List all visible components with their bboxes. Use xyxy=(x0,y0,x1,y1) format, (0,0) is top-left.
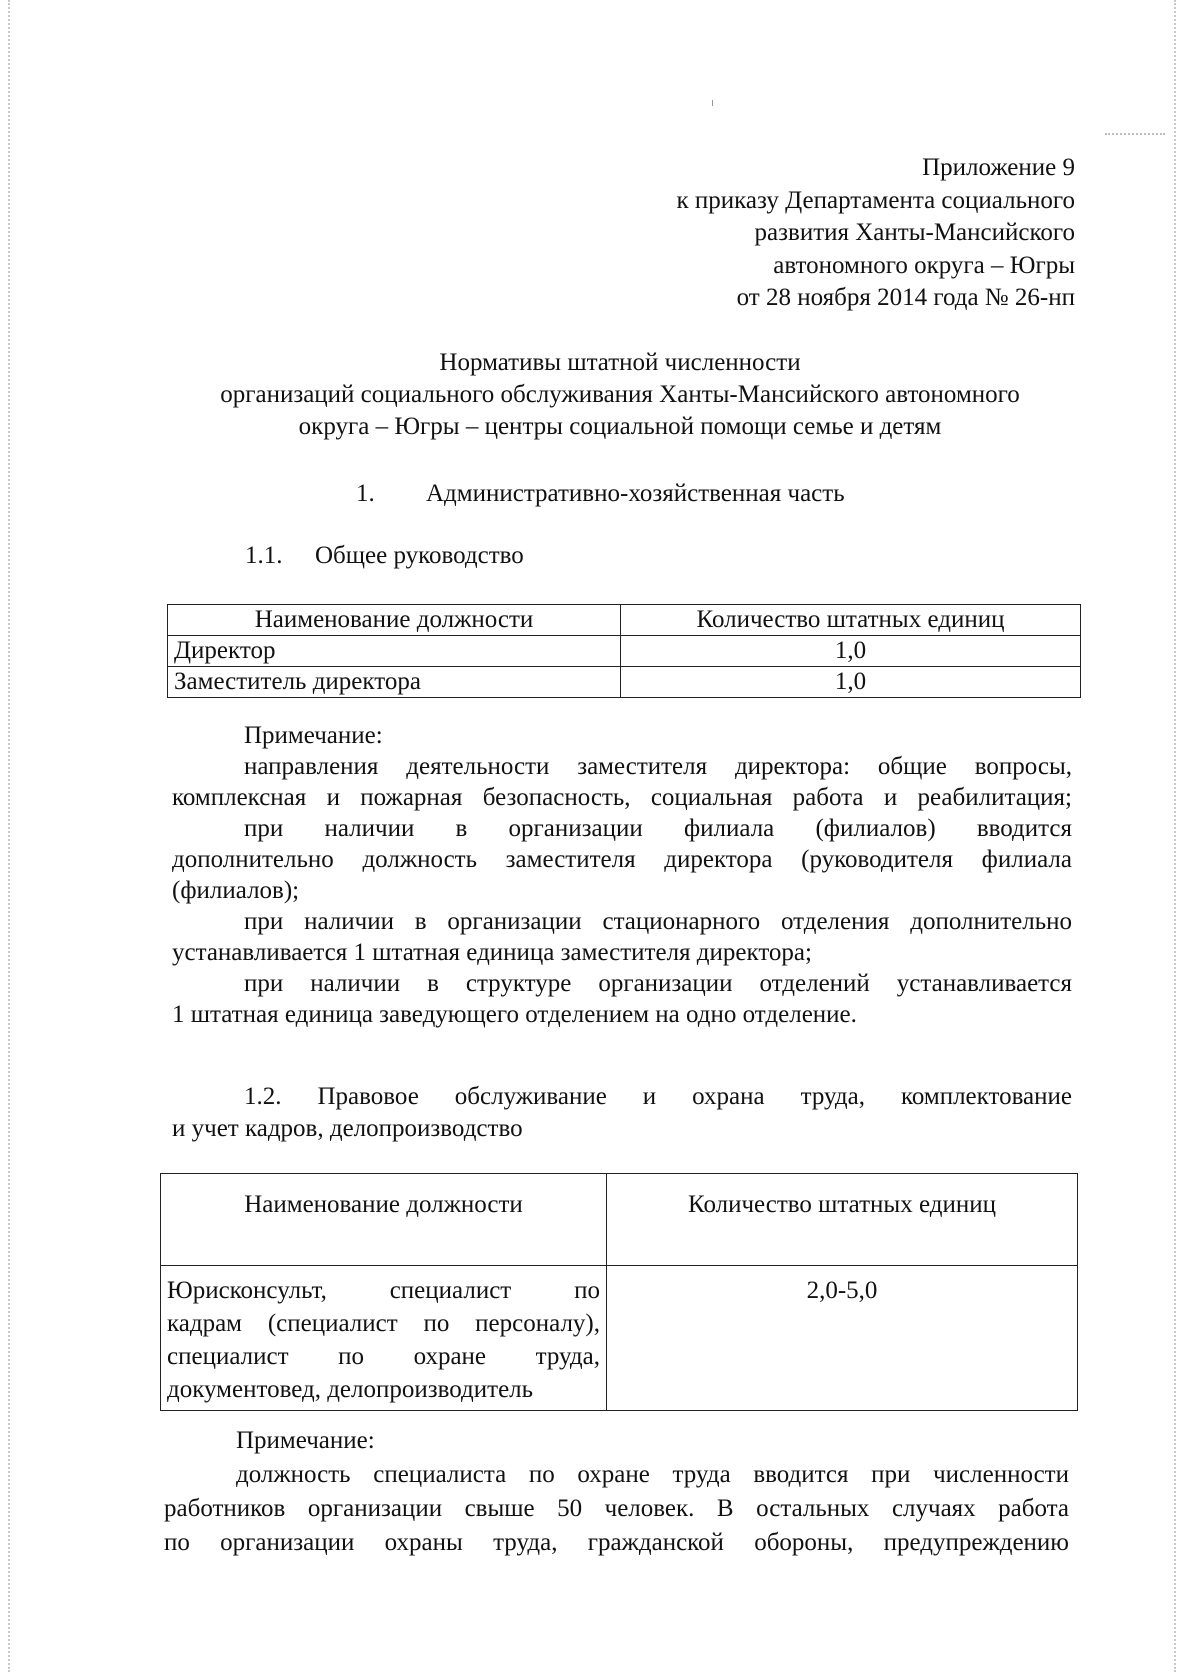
note-line: дополнительно должность заместителя директора (руководителя филиала xyxy=(172,846,1072,873)
title-line: Нормативы штатной численности xyxy=(439,349,801,376)
scan-mark xyxy=(1105,133,1165,136)
title-line: округа – Югры – центры социальной помощи семье и детям xyxy=(298,413,942,440)
note-line: при наличии в организации филиала (филиалов) вводится xyxy=(244,815,1072,842)
scan-edge-right xyxy=(1174,0,1178,1672)
position-line: специалист по охране труда, xyxy=(167,1343,600,1370)
approval-line: автономного округа – Югры xyxy=(773,251,1075,279)
approval-line: развития Ханты-Мансийского xyxy=(754,219,1075,246)
position-line: кадрам (специалист по персоналу), xyxy=(167,1310,600,1337)
note-line: (филиалов); xyxy=(172,877,300,904)
count-cell: 1,0 xyxy=(621,636,1081,667)
column-header-position: Наименование должности xyxy=(168,605,621,636)
document-title xyxy=(160,347,1080,443)
count-cell: 2,0-5,0 xyxy=(607,1266,1078,1411)
approval-line: Приложение 9 xyxy=(922,154,1075,181)
note-label: Примечание: xyxy=(244,722,383,749)
section-1-heading xyxy=(356,478,845,510)
title-line: организаций социального обслуживания Ханты-Мансийского автономного xyxy=(220,381,1020,408)
approval-line: от 28 ноября 2014 года № 26-нп xyxy=(736,284,1075,311)
staff-table-legal xyxy=(160,1173,1078,1411)
approval-block xyxy=(575,152,1075,315)
section-1-1-heading xyxy=(245,540,524,572)
section-title: Административно-хозяйственная часть xyxy=(426,480,845,507)
table-header-row xyxy=(168,605,1081,636)
section-number: 1.1. xyxy=(245,542,283,569)
table-row xyxy=(161,1266,1078,1411)
position-cell: Заместитель директора xyxy=(168,667,621,698)
note-block-2 xyxy=(164,1424,1069,1560)
table-row xyxy=(168,636,1081,667)
note-line: комплексная и пожарная безопасность, социальная работа и реабилитация; xyxy=(172,784,1072,811)
section-title-line: и учет кадров, делопроизводство xyxy=(172,1115,523,1142)
note-block-1 xyxy=(172,720,1072,1030)
staff-table-management xyxy=(167,604,1081,698)
note-line: по организации охраны труда, гражданской обороны, предупреждению xyxy=(164,1529,1069,1556)
note-line: должность специалиста по охране труда вводится при численности xyxy=(236,1461,1069,1488)
section-number: 1.2. xyxy=(244,1083,282,1110)
column-header-count: Количество штатных единиц xyxy=(621,605,1081,636)
position-cell: Директор xyxy=(168,636,621,667)
column-header-count: Количество штатных единиц xyxy=(607,1174,1078,1266)
note-line: направления деятельности заместителя директора: общие вопросы, xyxy=(244,753,1072,780)
section-number: 1. xyxy=(356,480,375,507)
position-cell xyxy=(161,1266,607,1411)
table-header-row xyxy=(161,1174,1078,1266)
position-line: Юрисконсульт, специалист по xyxy=(167,1277,600,1304)
note-line: 1 штатная единица заведующего отделением на одно отделение. xyxy=(172,1001,857,1028)
table-row xyxy=(168,667,1081,698)
column-header-position: Наименование должности xyxy=(161,1174,607,1266)
note-line: работников организации свыше 50 человек. В остальных случаях работа xyxy=(164,1495,1069,1522)
note-label: Примечание: xyxy=(236,1427,375,1454)
position-line: документовед, делопроизводитель xyxy=(167,1376,534,1403)
note-line: устанавливается 1 штатная единица заместителя директора; xyxy=(172,939,812,966)
count-cell: 1,0 xyxy=(621,667,1081,698)
section-title: Общее руководство xyxy=(315,542,524,569)
scan-edge-left xyxy=(8,0,12,1672)
scan-mark xyxy=(712,100,713,106)
note-line: при наличии в организации стационарного отделения дополнительно xyxy=(244,908,1072,935)
approval-line: к приказу Департамента социального xyxy=(676,186,1075,214)
section-1-2-heading xyxy=(172,1081,1072,1145)
section-title-line xyxy=(172,1081,1072,1113)
note-line: при наличии в структуре организации отделений устанавливается xyxy=(244,970,1072,997)
section-title: Правовое обслуживание и охрана труда, комплектование xyxy=(317,1083,1072,1110)
